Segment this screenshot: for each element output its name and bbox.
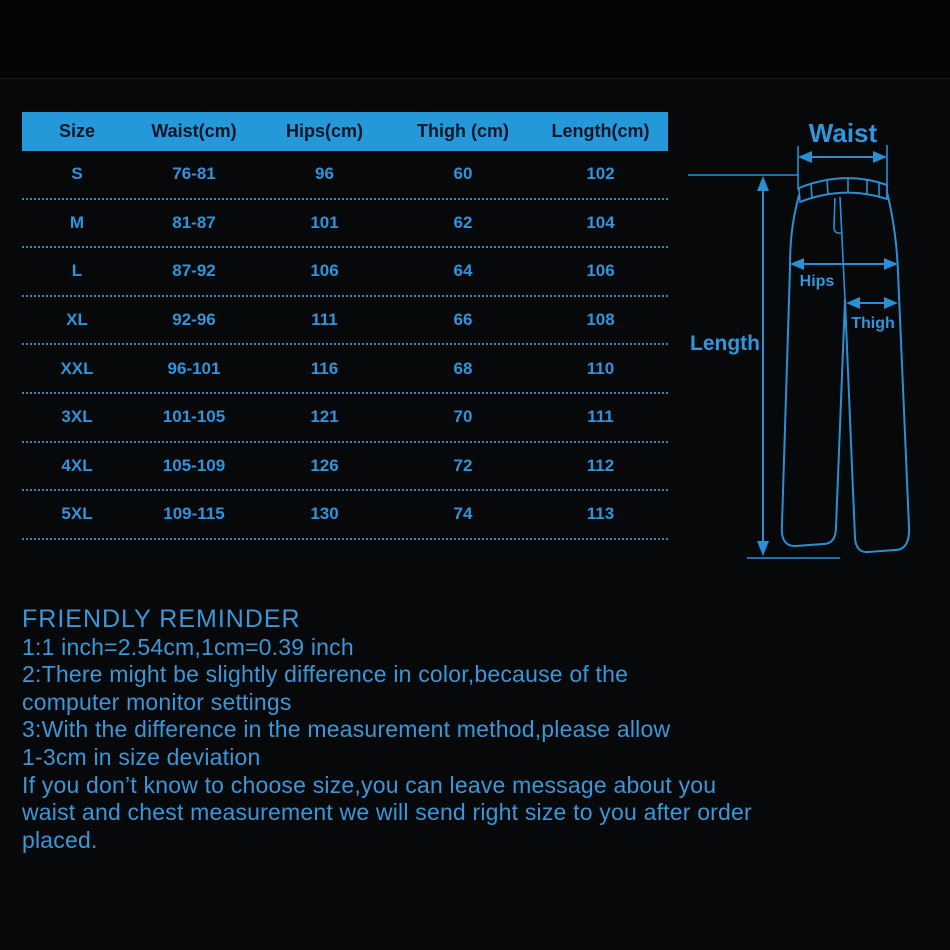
reminder-line: 2:There might be slightly difference in color,because of the — [22, 661, 629, 688]
table-row — [22, 200, 668, 249]
cell-hips: 111 — [311, 310, 338, 330]
table-row — [22, 443, 668, 492]
reminder-line: 1-3cm in size deviation — [22, 743, 261, 770]
cell-size: S — [71, 164, 83, 184]
reminder-line: If you don’t know to choose size,you can leave message about you — [22, 771, 717, 798]
cell-hips: 116 — [310, 358, 339, 378]
length-arrow — [688, 175, 840, 558]
reminder-line: 3:With the difference in the measurement method,please allow — [22, 716, 671, 743]
reminder-line: 1:1 inch=2.54cm,1cm=0.39 inch — [22, 633, 354, 660]
cell-waist: 105-109 — [162, 455, 226, 475]
cell-hips: 96 — [315, 164, 334, 184]
cell-thigh: 64 — [453, 261, 473, 281]
reminder-line: waist and chest measurement we will send right size to you after order — [22, 799, 752, 826]
column-header-length: Length(cm) — [551, 121, 650, 141]
cell-size: M — [69, 212, 85, 232]
table-row — [22, 297, 668, 346]
cell-thigh: 66 — [453, 310, 473, 330]
cell-hips: 101 — [310, 212, 339, 232]
friendly-reminder — [22, 606, 927, 854]
cell-length: 108 — [586, 310, 615, 330]
cell-length: 113 — [586, 504, 615, 524]
cell-length: 112 — [586, 455, 615, 475]
cell-thigh: 72 — [453, 455, 473, 475]
cell-length: 104 — [586, 212, 615, 232]
reminder-line: computer monitor settings — [22, 688, 292, 715]
length-label: Length — [690, 332, 760, 355]
column-header-waist: Waist(cm) — [151, 121, 237, 141]
cell-size: 3XL — [61, 407, 93, 427]
table-row — [22, 394, 668, 443]
table-row — [22, 345, 668, 394]
pants-measurement-diagram — [680, 100, 950, 580]
cell-waist: 101-105 — [162, 407, 226, 427]
table-row — [22, 151, 668, 200]
thigh-arrow — [846, 297, 898, 309]
table-row — [22, 248, 668, 297]
cell-hips: 121 — [310, 407, 339, 427]
cell-hips: 130 — [310, 504, 339, 524]
cell-length: 106 — [586, 261, 615, 281]
cell-length: 111 — [587, 407, 614, 427]
hips-label: Hips — [799, 273, 835, 290]
thigh-label: Thigh — [851, 315, 895, 332]
cell-waist: 96-101 — [167, 358, 221, 378]
cell-waist: 87-92 — [172, 261, 216, 281]
cell-waist: 76-81 — [172, 164, 216, 184]
cell-waist: 92-96 — [172, 310, 216, 330]
cell-size: XL — [66, 310, 88, 330]
column-header-size: Size — [58, 121, 96, 141]
cell-waist: 109-115 — [163, 504, 225, 524]
cell-size: 5XL — [61, 504, 93, 524]
table-row — [22, 491, 668, 540]
cell-size: L — [71, 261, 83, 281]
cell-length: 110 — [586, 358, 615, 378]
cell-size: XXL — [60, 358, 94, 378]
pants-outline — [782, 178, 909, 552]
cell-hips: 126 — [310, 455, 339, 475]
size-table-body — [22, 151, 668, 540]
cell-thigh: 60 — [453, 164, 473, 184]
top-black-band — [0, 0, 950, 79]
cell-thigh: 70 — [453, 407, 473, 427]
cell-length: 102 — [586, 164, 615, 184]
waist-label: Waist — [808, 118, 878, 148]
reminder-title: FRIENDLY REMINDER — [22, 605, 301, 633]
cell-thigh: 68 — [453, 358, 473, 378]
reminder-line: placed. — [22, 826, 98, 853]
cell-thigh: 74 — [453, 504, 473, 524]
column-header-hips: Hips(cm) — [285, 121, 363, 141]
column-header-thigh: Thigh (cm) — [417, 121, 509, 141]
cell-hips: 106 — [310, 261, 339, 281]
cell-size: 4XL — [61, 455, 93, 475]
size-table-header — [22, 112, 668, 151]
cell-thigh: 62 — [453, 212, 473, 232]
size-table — [22, 112, 668, 540]
cell-waist: 81-87 — [172, 212, 216, 232]
